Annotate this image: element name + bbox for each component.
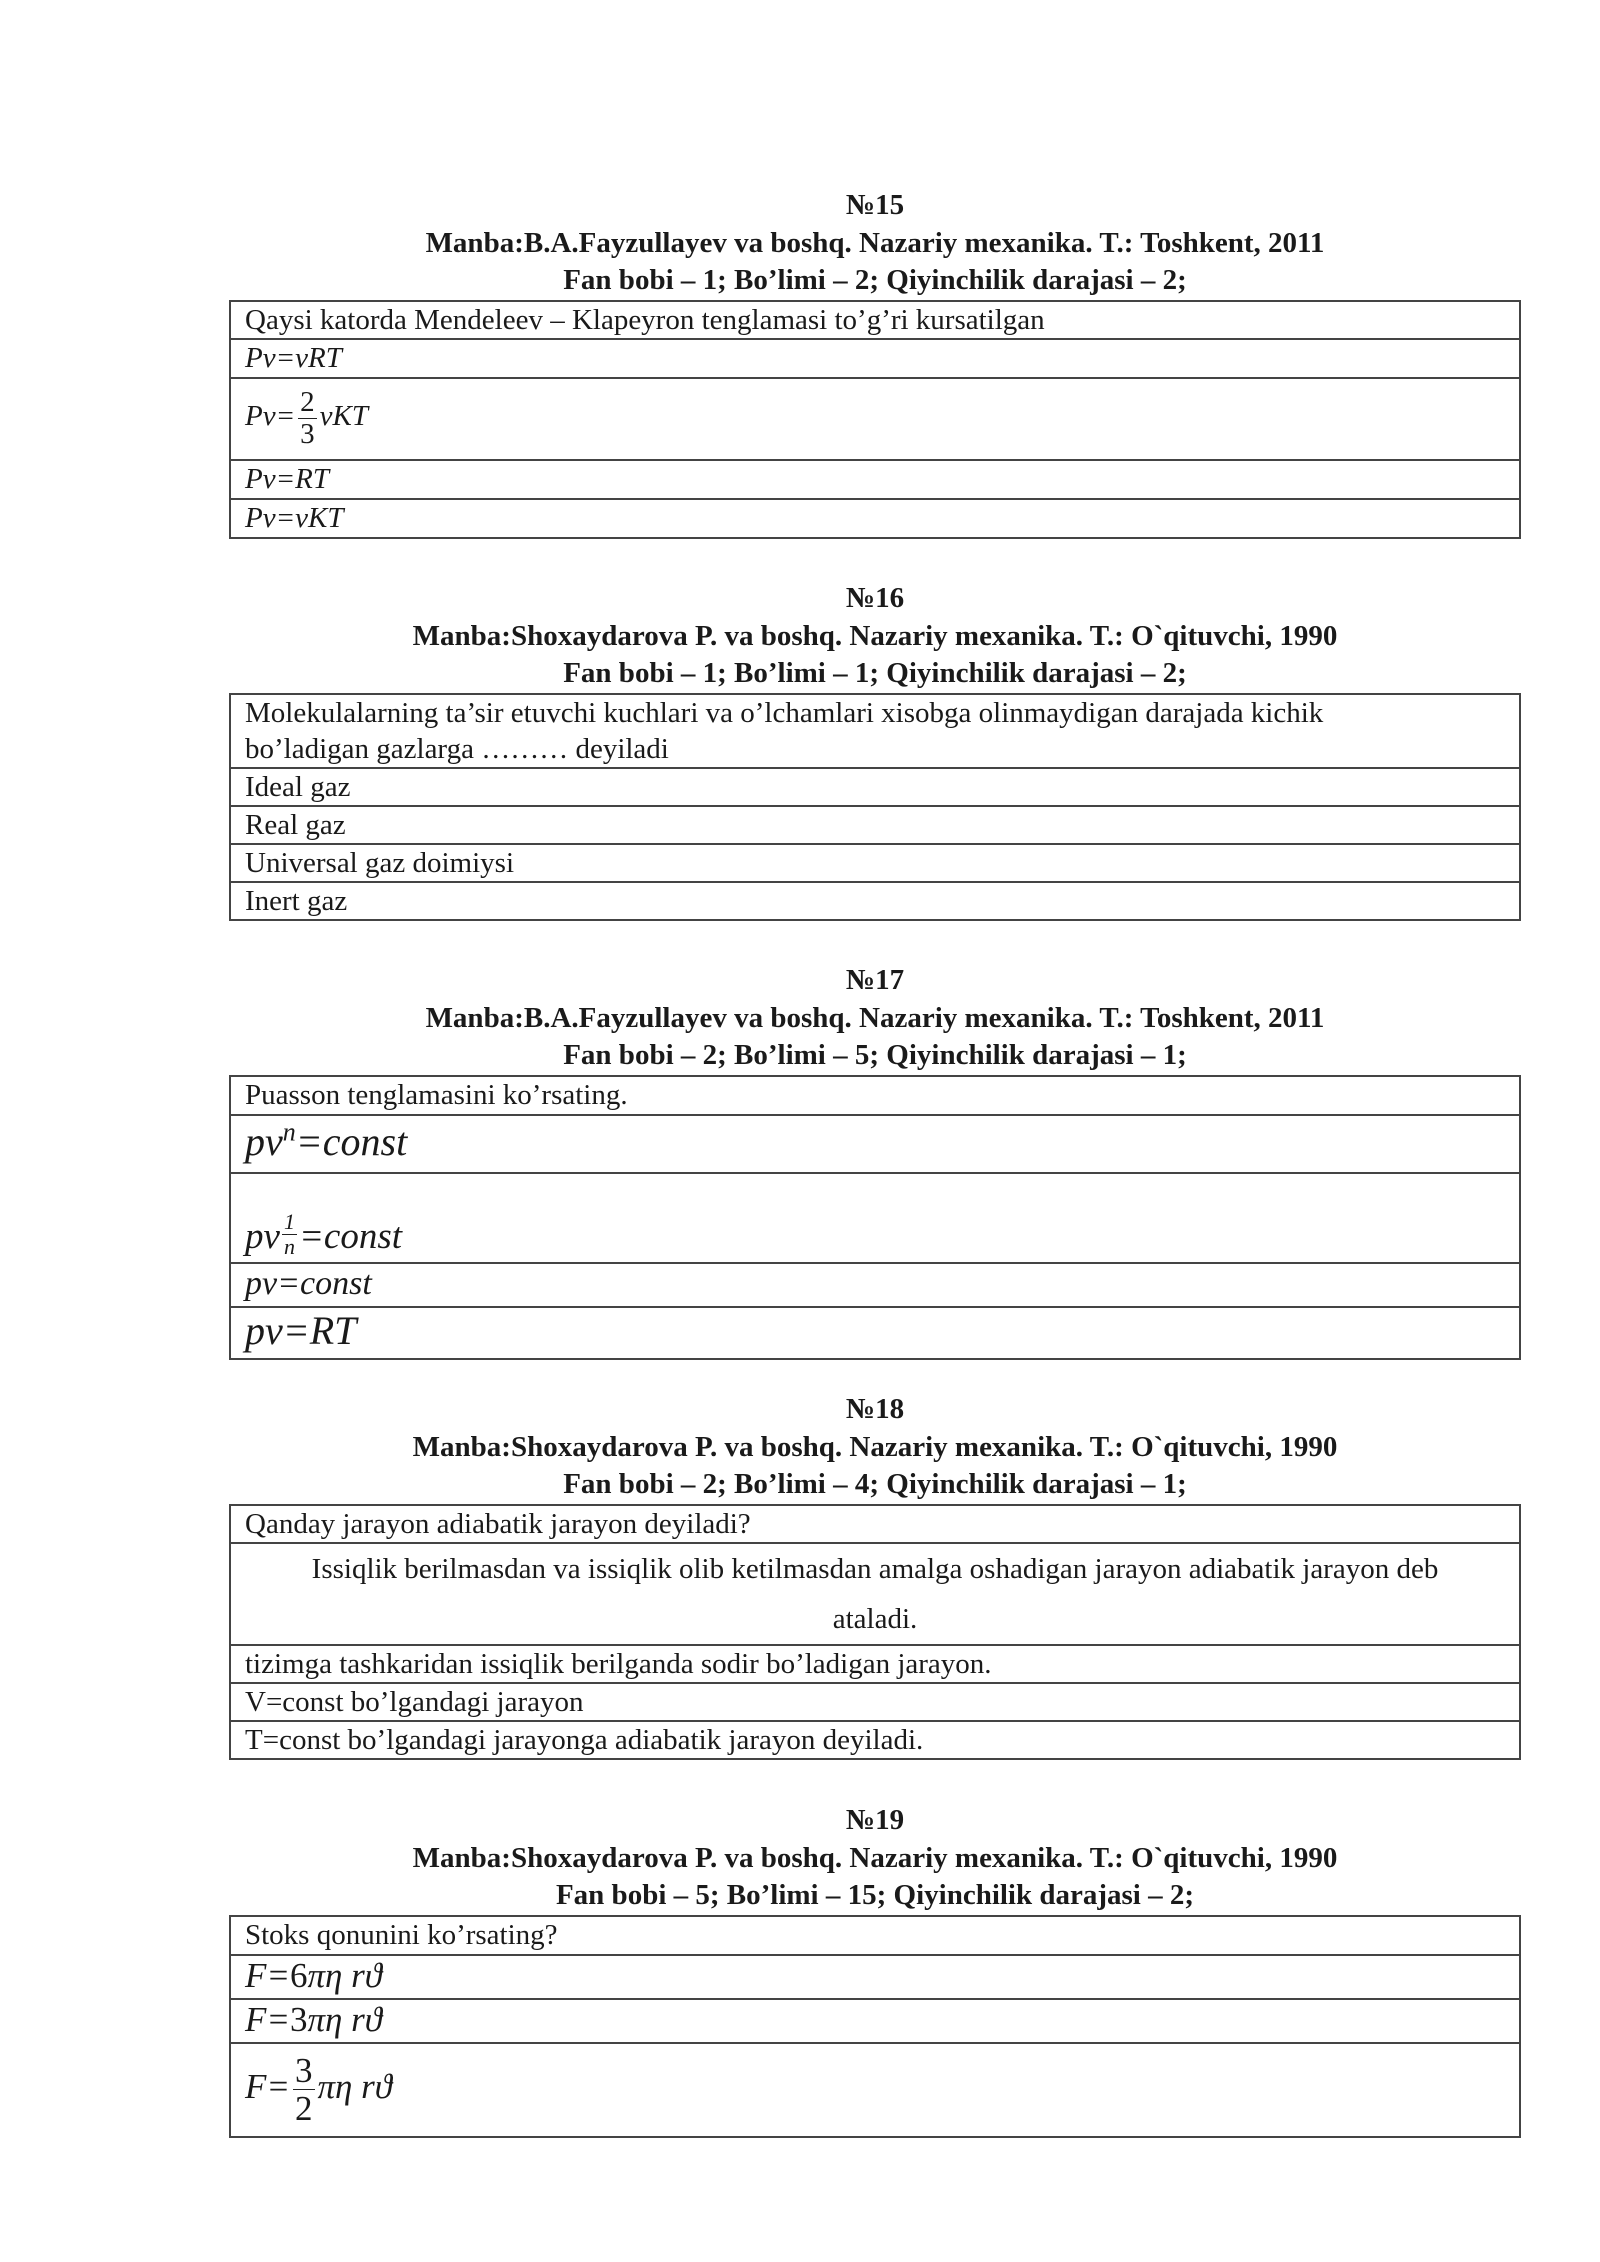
answer-row — [230, 1115, 1520, 1173]
formula-right: πη rϑ — [307, 1955, 382, 1995]
answer-row — [230, 1645, 1520, 1683]
answer-line: Issiqlik berilmasdan va issiqlik olib ketilmasdan amalga oshadigan jarayon adiabatik jarayon deb — [311, 1552, 1439, 1585]
fraction — [293, 2053, 315, 2126]
formula-left: F= — [245, 1999, 290, 2039]
formula-right: πη rϑ — [307, 1999, 382, 2039]
question-row — [230, 1076, 1520, 1115]
question-line: Molekulalarning ta’sir etuvchi kuchlari va o’lchamlari xisobga olinmaydigan darajada kichik — [245, 696, 1324, 729]
answer-text: Universal gaz doimiysi — [230, 844, 1520, 882]
formula-right: vKT — [319, 400, 368, 433]
answer-table — [229, 1504, 1521, 1760]
formula-left: F= — [245, 2066, 290, 2106]
fraction-denominator: n — [283, 1233, 295, 1259]
answer-row — [230, 460, 1520, 499]
answer-row — [230, 882, 1520, 920]
formula-base: pv — [245, 1118, 283, 1164]
answer-row — [230, 499, 1520, 538]
formula-exponent: n — [282, 1117, 296, 1147]
question-row — [230, 694, 1520, 768]
answer-row — [230, 844, 1520, 882]
answer-text: Real gaz — [230, 806, 1520, 844]
answer-text: Ideal gaz — [230, 768, 1520, 806]
question-row — [230, 301, 1520, 339]
answer-table — [229, 693, 1521, 921]
answer-formula: Pv=RT — [245, 463, 329, 495]
answer-row — [230, 1683, 1520, 1721]
answer-table — [229, 1075, 1521, 1360]
answer-table — [229, 1915, 1521, 2138]
formula-left: F= — [245, 1955, 290, 1995]
question-number: №18 — [845, 1393, 905, 1425]
answer-row — [230, 768, 1520, 806]
question-row — [230, 1505, 1520, 1543]
question-source: Manba:Shoxaydarova P. va boshq. Nazariy mexanika. T.: O`qituvchi, 1990 — [412, 1430, 1338, 1463]
answer-text: V=const bo’lgandagi jarayon — [230, 1683, 1520, 1721]
answer-row — [230, 1263, 1520, 1307]
question-15 — [229, 187, 1521, 539]
question-text: Puasson tenglamasini ko’rsating. — [230, 1076, 1520, 1115]
question-17 — [229, 962, 1521, 1360]
fraction-denominator: 3 — [300, 418, 315, 450]
answer-row — [230, 806, 1520, 844]
fraction-denominator: 2 — [295, 2089, 313, 2128]
question-number: №19 — [845, 1804, 905, 1836]
question-19 — [229, 1802, 1521, 2138]
answer-row — [230, 339, 1520, 378]
answer-formula — [245, 1119, 407, 1164]
answer-text: tizimga tashkaridan issiqlik berilganda sodir bo’ladigan jarayon. — [230, 1645, 1520, 1683]
question-meta: Fan bobi – 1; Bo’limi – 1; Qiyinchilik darajasi – 2; — [563, 657, 1187, 689]
answer-formula — [245, 2051, 392, 2128]
question-source: Manba:Shoxaydarova P. va boshq. Nazariy mexanika. T.: O`qituvchi, 1990 — [412, 619, 1338, 652]
formula-rest: =const — [298, 1216, 403, 1258]
answer-formula: Pv=vKT — [245, 502, 344, 534]
answer-formula — [245, 2000, 382, 2039]
question-row — [230, 1916, 1520, 1955]
fraction — [298, 388, 317, 449]
answer-row — [230, 1173, 1520, 1263]
answer-table — [229, 300, 1521, 539]
answer-row — [230, 1721, 1520, 1759]
fraction-numerator: 1 — [283, 1208, 295, 1234]
question-text: Qanday jarayon adiabatik jarayon deyiladi? — [230, 1505, 1520, 1543]
question-number: №15 — [845, 189, 905, 221]
answer-row — [230, 1999, 1520, 2043]
question-source: Manba:B.A.Fayzullayev va boshq. Nazariy mexanika. T.: Toshkent, 2011 — [425, 1001, 1325, 1034]
answer-text: Inert gaz — [230, 882, 1520, 920]
answer-formula — [245, 1956, 382, 1995]
formula-rest: =const — [295, 1118, 408, 1164]
question-source: Manba:B.A.Fayzullayev va boshq. Nazariy mexanika. T.: Toshkent, 2011 — [425, 226, 1325, 259]
question-meta: Fan bobi – 5; Bo’limi – 15; Qiyinchilik darajasi – 2; — [555, 1879, 1195, 1911]
answer-row — [230, 2043, 1520, 2137]
answer-formula — [245, 1208, 403, 1259]
answer-row — [230, 1955, 1520, 1999]
answer-text — [230, 1543, 1520, 1645]
question-meta: Fan bobi – 1; Bo’limi – 2; Qiyinchilik darajasi – 2; — [563, 264, 1187, 296]
answer-formula — [245, 386, 368, 450]
answer-text: T=const bo’lgandagi jarayonga adiabatik jarayon deyiladi. — [230, 1721, 1520, 1759]
formula-coefficient: 3 — [290, 1999, 308, 2039]
question-number: №16 — [845, 582, 905, 614]
answer-formula: pv=const — [245, 1265, 372, 1302]
question-line: bo’ladigan gazlarga ……… deyiladi — [245, 732, 669, 765]
answer-formula: pv=RT — [245, 1307, 357, 1353]
fraction-numerator: 3 — [295, 2051, 313, 2090]
fraction-exponent — [282, 1208, 297, 1259]
formula-base: pv — [245, 1216, 280, 1258]
question-text — [230, 694, 1520, 768]
answer-formula: Pv=vRT — [245, 342, 342, 374]
question-16 — [229, 580, 1521, 921]
answer-row — [230, 378, 1520, 460]
question-18 — [229, 1391, 1521, 1760]
formula-right: πη rϑ — [317, 2066, 392, 2106]
answer-line: ataladi. — [832, 1602, 918, 1635]
question-number: №17 — [845, 964, 905, 996]
question-text: Stoks qonunini ko’rsating? — [230, 1916, 1520, 1955]
question-meta: Fan bobi – 2; Bo’limi – 5; Qiyinchilik darajasi – 1; — [563, 1039, 1187, 1071]
formula-coefficient: 6 — [290, 1955, 308, 1995]
fraction-numerator: 2 — [300, 386, 315, 418]
question-text: Qaysi katorda Mendeleev – Klapeyron tenglamasi to’g’ri kursatilgan — [230, 301, 1520, 339]
answer-row — [230, 1543, 1520, 1645]
formula-left: Pv= — [245, 400, 296, 433]
answer-row — [230, 1307, 1520, 1359]
question-meta: Fan bobi – 2; Bo’limi – 4; Qiyinchilik darajasi – 1; — [563, 1468, 1187, 1500]
question-source: Manba:Shoxaydarova P. va boshq. Nazariy mexanika. T.: O`qituvchi, 1990 — [412, 1841, 1338, 1874]
